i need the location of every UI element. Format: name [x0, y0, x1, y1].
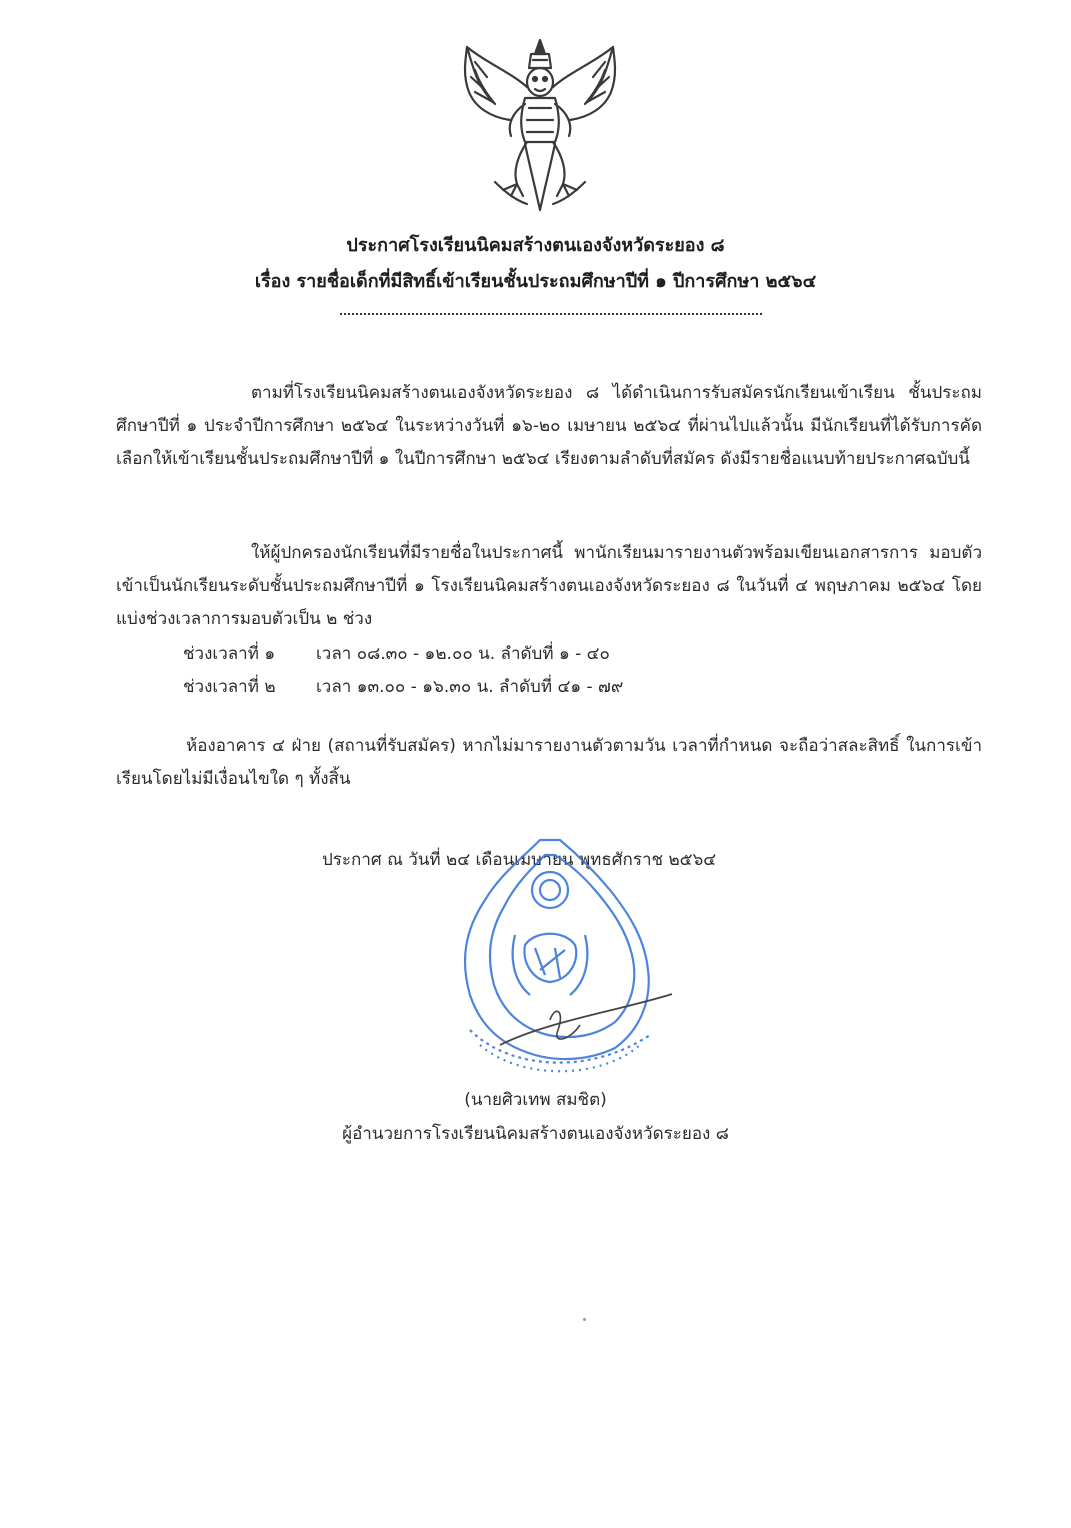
time-slot-1	[183, 640, 610, 667]
signatory-position: ผู้อำนวยการโรงเรียนนิคมสร้างตนเองจังหวัดระยอง ๘	[342, 1124, 729, 1144]
school-seal-icon	[440, 830, 680, 1090]
time-slot-label: ช่วงเวลาที่ ๑	[183, 644, 276, 664]
time-slot-2	[183, 673, 623, 700]
announcement-date: ประกาศ ณ วันที่ ๒๔ เดือนเมษายน พุทธศักราช ๒๕๖๔	[322, 850, 717, 870]
time-slot-label: ช่วงเวลาที่ ๒	[183, 677, 276, 697]
signatory-name: (นายศิวเทพ สมชิต)	[464, 1090, 607, 1110]
title-divider	[340, 303, 762, 315]
scan-speck	[583, 1318, 586, 1321]
document-title: ประกาศโรงเรียนนิคมสร้างตนเองจังหวัดระยอง ๘	[346, 235, 725, 256]
paragraph-intro: ตามที่โรงเรียนนิคมสร้างตนเองจังหวัดระยอง ๘ ได้ดำเนินการรับสมัครนักเรียนเข้าเรียน ชั้นประถมศึกษาปีที่ ๑ ประจำปีการศึกษา ๒๕๖๔ ในระหว่างวันที่ ๑๖-๒๐ เมษายน ๒๕๖๔ ที่ผ่านไปแล้วนั้น มีนักเรียนที่ได้รับการคัดเลือกให้เข้าเรียนชั้นประถมศึกษาปีที่ ๑ ในปีการศึกษา ๒๕๖๔ เรียงตามลำดับที่สมัคร ดังมีรายชื่อแนบท้ายประกาศฉบับนี้	[116, 383, 982, 469]
paragraph-location: ห้องอาคาร ๔ ฝ่าย (สถานที่รับสมัคร) หากไม่มารายงานตัวตามวัน เวลาที่กำหนด จะถือว่าสละสิทธิ์ ในการเข้าเรียนโดยไม่มีเงื่อนไขใด ๆ ทั้งสิ้น	[116, 736, 982, 789]
paragraph-instructions: ให้ผู้ปกครองนักเรียนที่มีรายชื่อในประกาศนี้ พานักเรียนมารายงานตัวพร้อมเขียนเอกสารการ มอบตัวเข้าเป็นนักเรียนระดับชั้นประถมศึกษาปีที่ ๑ โรงเรียนนิคมสร้างตนเองจังหวัดระยอง ๘ ในวันที่ ๔ พฤษภาคม ๒๕๖๔ โดยแบ่งช่วงเวลาการมอบตัวเป็น ๒ ช่วง	[116, 543, 982, 629]
time-slot-detail: เวลา ๑๓.๐๐ - ๑๖.๓๐ น. ลำดับที่ ๔๑ - ๗๙	[316, 677, 624, 697]
document-subject: เรื่อง รายชื่อเด็กที่มีสิทธิ์เข้าเรียนชั้นประถมศึกษาปีที่ ๑ ปีการศึกษา ๒๕๖๔	[254, 271, 817, 292]
time-slot-detail: เวลา ๐๘.๓๐ - ๑๒.๐๐ น. ลำดับที่ ๑ - ๔๐	[316, 644, 610, 664]
garuda-emblem-icon	[455, 32, 625, 217]
